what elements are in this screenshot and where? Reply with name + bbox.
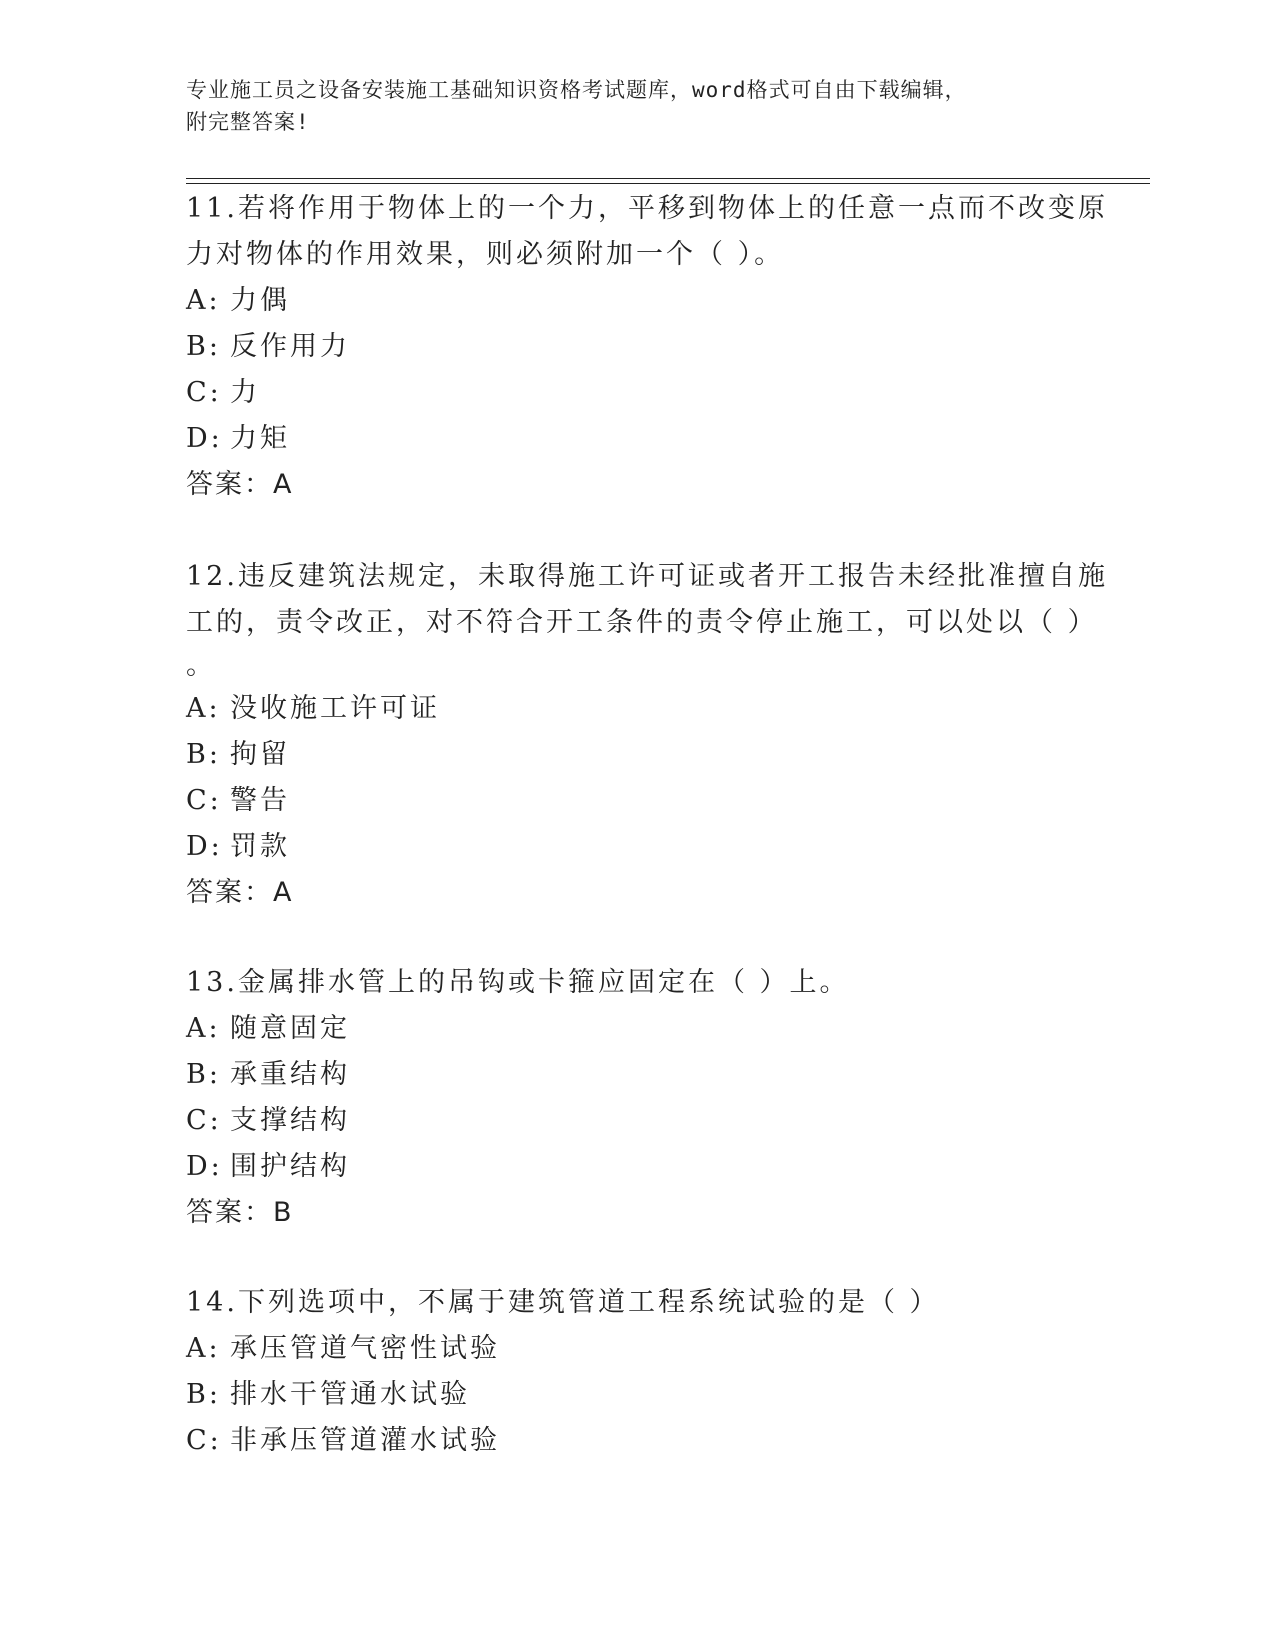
option-text: 罚款: [230, 831, 290, 862]
question-14: [186, 1280, 1086, 1464]
option-a: [186, 1326, 1086, 1372]
question-stem-line: 13.金属排水管上的吊钩或卡箍应固定在（ ）上。: [186, 967, 850, 998]
option-key: C:: [186, 377, 222, 408]
answer-line: 答案：B: [186, 1197, 294, 1228]
answer-line: 答案：A: [186, 877, 294, 908]
question-stem-line: 14.下列选项中，不属于建筑管道工程系统试验的是（ ）: [186, 1287, 940, 1318]
question-stem-line: 11.若将作用于物体上的一个力，平移到物体上的任意一点而不改变原: [186, 193, 1108, 224]
option-d: [186, 1144, 1086, 1190]
answer-line: 答案：A: [186, 469, 294, 500]
option-b: [186, 324, 1086, 370]
option-text: 支撑结构: [230, 1105, 350, 1136]
option-key: B:: [186, 739, 221, 770]
question-12: [186, 554, 1108, 916]
question-stem-line: 12.违反建筑法规定，未取得施工许可证或者开工报告未经批准擅自施: [186, 561, 1108, 592]
option-c: [186, 778, 1086, 824]
header-divider-top: [186, 178, 1150, 179]
option-key: B:: [186, 1059, 221, 1090]
option-c: [186, 1418, 1086, 1464]
header-divider-bottom: [186, 183, 1150, 184]
option-c: [186, 1098, 1086, 1144]
option-key: C:: [186, 785, 222, 816]
option-text: 力矩: [230, 423, 290, 454]
option-text: 拘留: [230, 739, 290, 770]
question-13: [186, 960, 1086, 1236]
question-11: [186, 186, 1108, 508]
option-c: [186, 370, 1086, 416]
option-text: 反作用力: [230, 331, 350, 362]
option-d: [186, 416, 1086, 462]
option-key: D:: [186, 1151, 223, 1182]
option-d: [186, 824, 1086, 870]
option-text: 承压管道气密性试验: [230, 1333, 500, 1364]
option-text: 非承压管道灌水试验: [230, 1425, 500, 1456]
option-text: 围护结构: [230, 1151, 350, 1182]
option-a: [186, 278, 1086, 324]
option-b: [186, 1052, 1086, 1098]
option-key: D:: [186, 831, 223, 862]
option-key: D:: [186, 423, 223, 454]
option-key: A:: [186, 1013, 221, 1044]
option-key: A:: [186, 285, 221, 316]
option-text: 没收施工许可证: [230, 693, 440, 724]
question-stem-line: 工的，责令改正，对不符合开工条件的责令停止施工，可以处以（ ）: [186, 607, 1098, 638]
option-b: [186, 732, 1086, 778]
option-a: [186, 1006, 1086, 1052]
option-key: A:: [186, 1333, 221, 1364]
question-stem-line: 力对物体的作用效果，则必须附加一个（ ）。: [186, 239, 785, 270]
option-text: 力: [230, 377, 260, 408]
document-header: [186, 74, 1086, 138]
option-key: C:: [186, 1105, 222, 1136]
option-key: B:: [186, 331, 221, 362]
header-line-1: 专业施工员之设备安装施工基础知识资格考试题库，word格式可自由下载编辑，: [186, 78, 967, 102]
option-text: 警告: [230, 785, 290, 816]
header-line-2: 附完整答案!: [186, 110, 310, 134]
option-a: [186, 686, 1086, 732]
option-text: 随意固定: [230, 1013, 350, 1044]
option-key: C:: [186, 1425, 222, 1456]
option-text: 承重结构: [230, 1059, 350, 1090]
question-stem-line: 。: [186, 650, 216, 681]
option-key: A:: [186, 693, 221, 724]
option-key: B:: [186, 1379, 221, 1410]
option-text: 力偶: [230, 285, 290, 316]
option-text: 排水干管通水试验: [230, 1379, 470, 1410]
option-b: [186, 1372, 1086, 1418]
